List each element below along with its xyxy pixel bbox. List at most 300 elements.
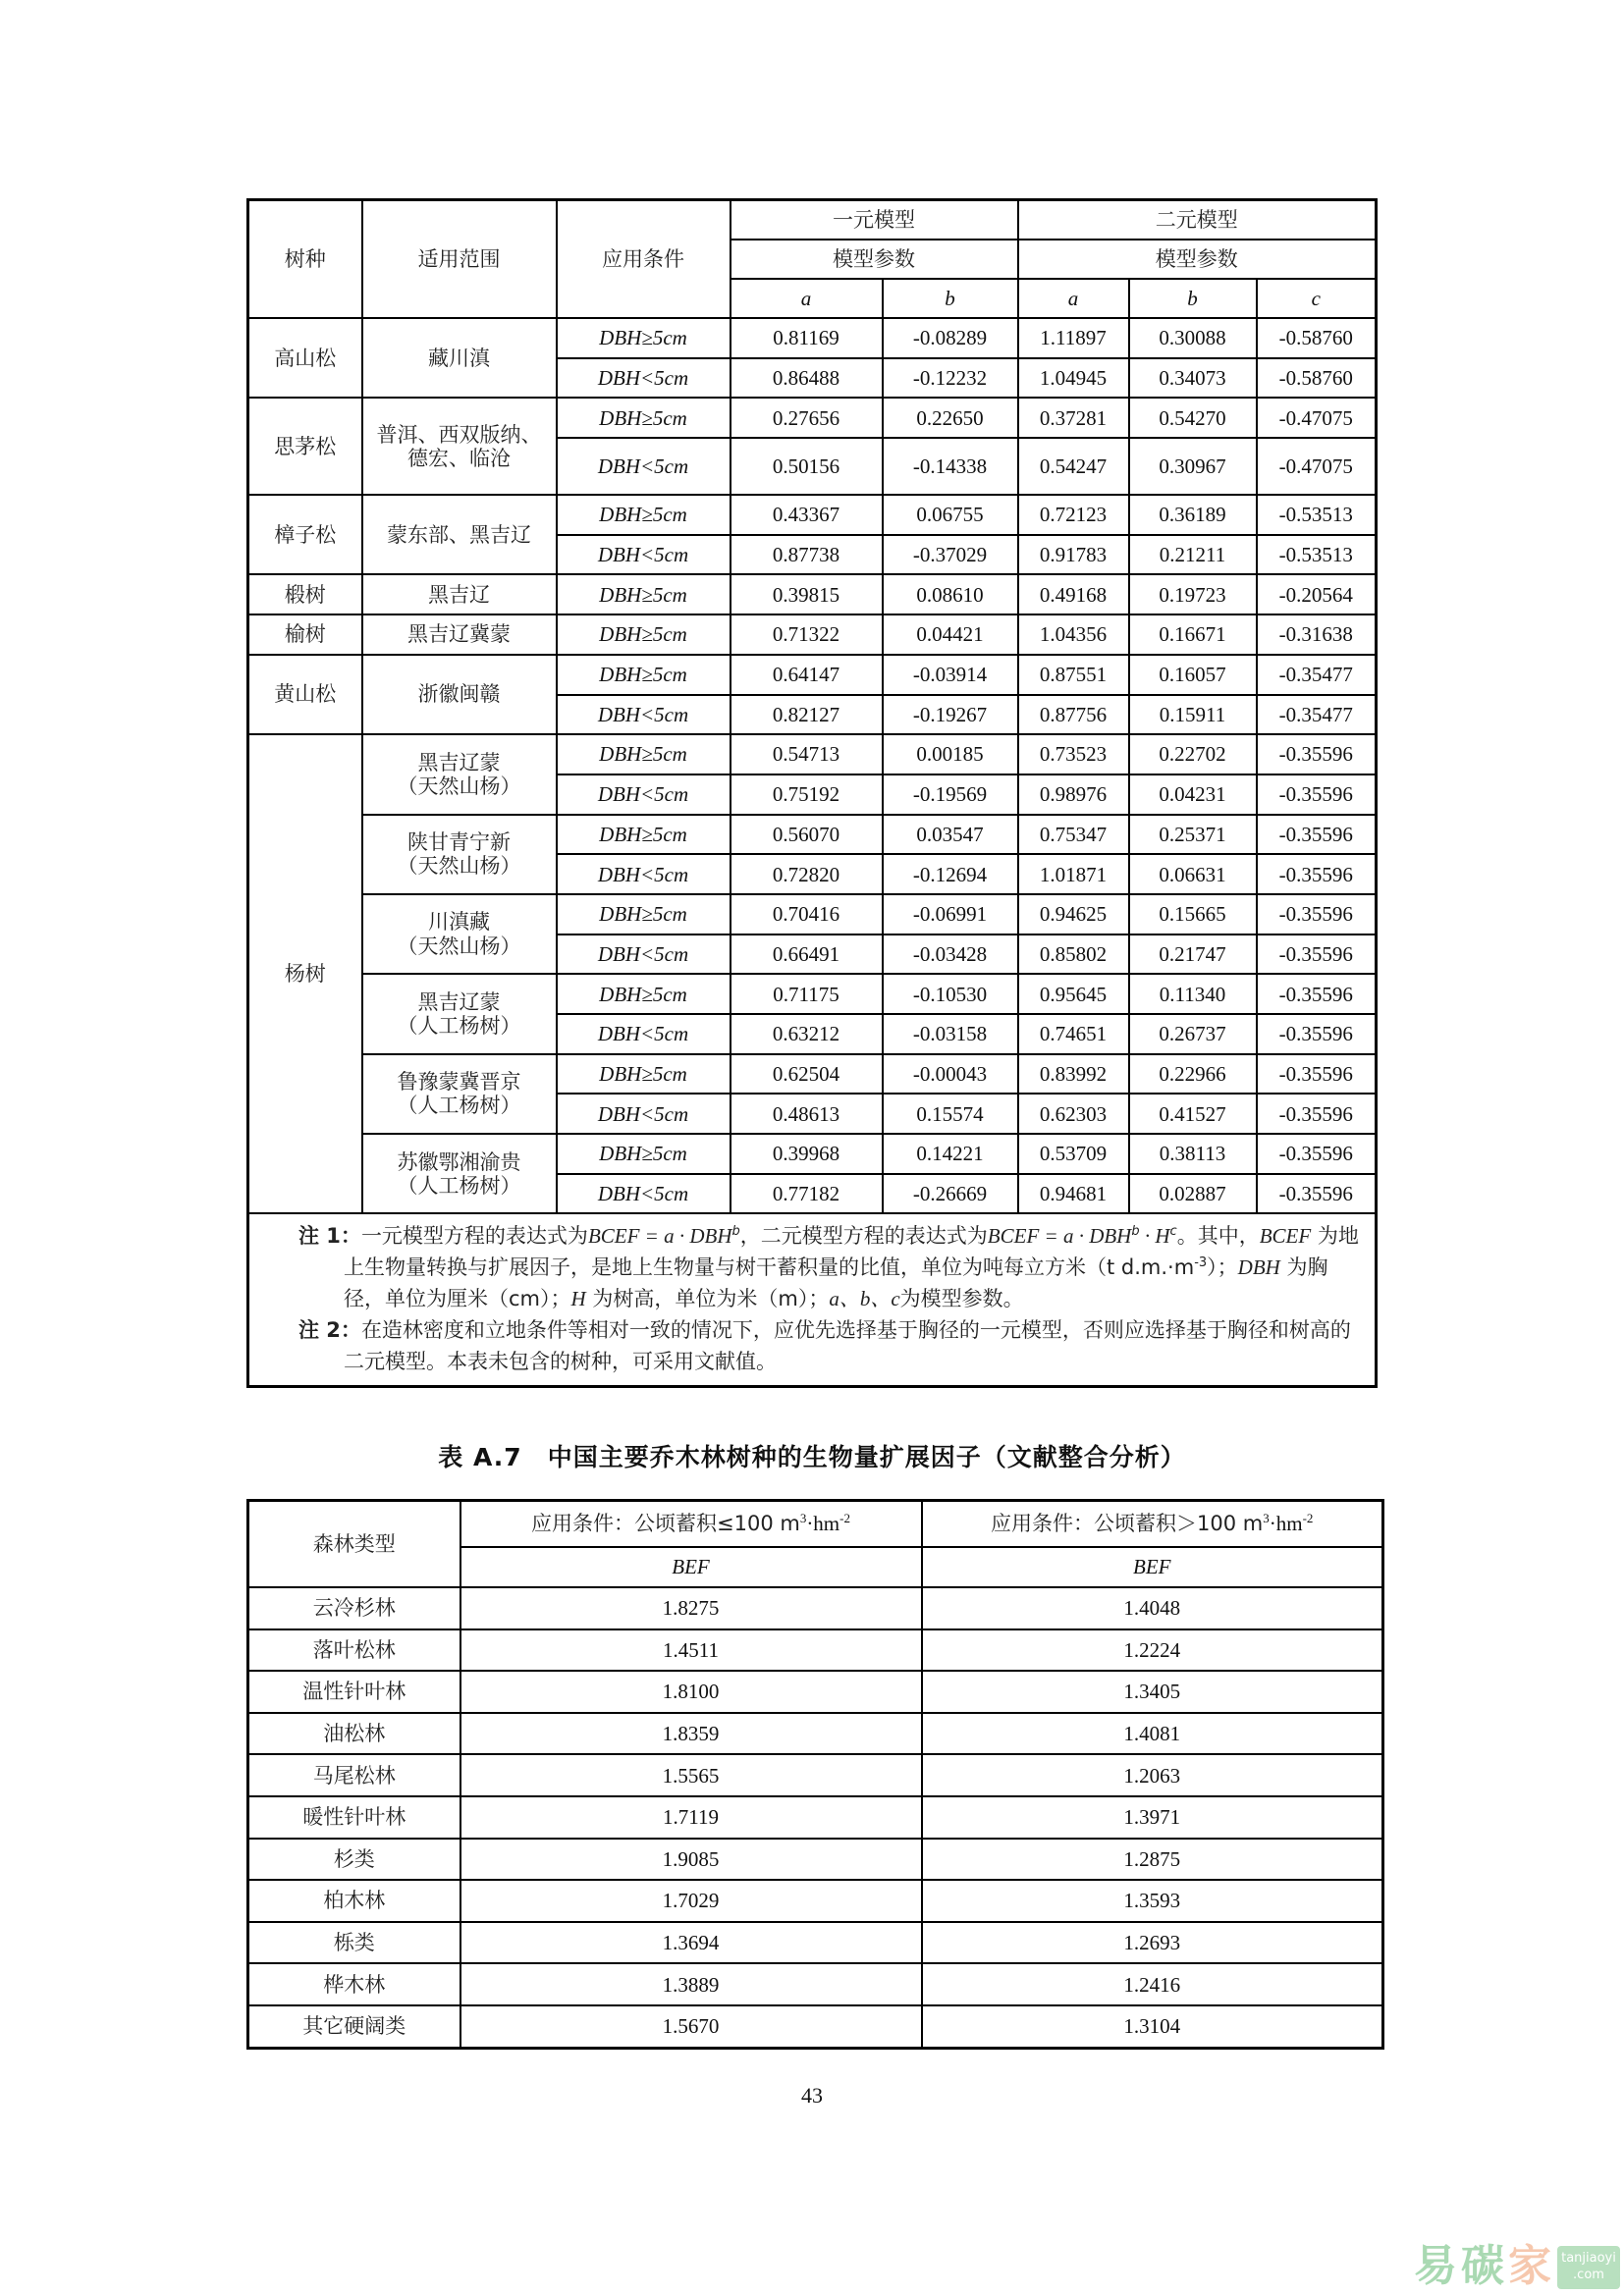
condition-text: DBH≥5cm: [599, 742, 687, 767]
table-row: [248, 1713, 1383, 1755]
value-a1: 0.86488: [731, 358, 883, 399]
table-row: [248, 1796, 1383, 1839]
bef-table: [246, 1499, 1384, 2050]
condition-cell: [557, 974, 731, 1014]
table-row: [248, 1922, 1383, 1964]
header-condition: 应用条件: [557, 200, 731, 319]
value-a2: 0.91783: [1018, 535, 1129, 575]
note-2: [298, 1314, 1365, 1377]
value-b2: 0.11340: [1129, 974, 1257, 1014]
scope-cell: 黑吉辽: [362, 574, 557, 614]
watermark-tag-line1: tanjiaoyi: [1561, 2251, 1616, 2266]
note-1-label: 注 1：: [298, 1224, 361, 1249]
forest-type-cell: 暖性针叶林: [248, 1796, 460, 1839]
condition-text: DBH<5cm: [597, 365, 689, 390]
header-two-var-model: 二元模型: [1018, 200, 1377, 240]
condition-text: DBH<5cm: [597, 782, 689, 807]
value-a2: 0.54247: [1018, 438, 1129, 495]
condition-cell: [557, 695, 731, 735]
condition-cell: [557, 734, 731, 774]
watermark-char-3: 家: [1508, 2241, 1551, 2291]
cond-high-mid: ·hm: [1269, 1512, 1303, 1536]
bef-high-cell: 1.2693: [922, 1922, 1383, 1964]
scope-cell: 藏川滇: [362, 318, 557, 398]
species-cell: 榆树: [248, 614, 362, 655]
bef-low-cell: 1.3694: [460, 1922, 922, 1964]
condition-text: DBH≥5cm: [599, 405, 687, 430]
cond-low-prefix: 应用条件：公顷蓄积≤100 m: [531, 1512, 800, 1536]
scope-cell: 普洱、西双版纳、德宏、临沧: [362, 398, 557, 495]
bef-low-cell: 1.8275: [460, 1587, 922, 1629]
scope-cell: [362, 734, 557, 814]
formula-1-exp: b: [731, 1224, 740, 1240]
value-c2: -0.58760: [1257, 318, 1377, 358]
value-a2: 0.73523: [1018, 734, 1129, 774]
value-a2: 0.94625: [1018, 894, 1129, 934]
scope-line-1: 鲁豫蒙冀晋京: [397, 1070, 521, 1095]
forest-type-cell: 油松林: [248, 1713, 460, 1755]
condition-cell: [557, 535, 731, 575]
value-b2: 0.30967: [1129, 438, 1257, 495]
condition-text: DBH≥5cm: [599, 822, 687, 846]
cond-low-sup1: 3: [799, 1511, 807, 1526]
value-c2: -0.53513: [1257, 535, 1377, 575]
table-row: [248, 1880, 1383, 1922]
value-a2: 0.95645: [1018, 974, 1129, 1014]
value-a1: 0.63212: [731, 1014, 883, 1054]
condition-cell: [557, 815, 731, 855]
bef-low-cell: 1.7119: [460, 1796, 922, 1839]
species-cell: 椴树: [248, 574, 362, 614]
formula-2-exp-c: c: [1169, 1224, 1177, 1240]
species-cell: 思茅松: [248, 398, 362, 495]
value-c2: -0.35596: [1257, 815, 1377, 855]
species-cell: 樟子松: [248, 495, 362, 574]
scope-cell: 蒙东部、黑吉辽: [362, 495, 557, 574]
value-a1: 0.87738: [731, 535, 883, 575]
value-b1: -0.10530: [883, 974, 1018, 1014]
scope-line-1: 黑吉辽蒙: [417, 750, 501, 774]
scope-line-2: （天然山杨）: [397, 854, 521, 879]
forest-type-cell: 落叶松林: [248, 1629, 460, 1672]
bef-high-cell: 1.3405: [922, 1671, 1383, 1713]
table-row: [248, 2005, 1383, 2048]
cond-low-mid: ·hm: [806, 1512, 840, 1536]
note-1-text: 为地上生物量转换与扩展因子，是地上生物量与树干蓄积量的比值，单位为吨每立方米（t d.m.·m: [344, 1224, 1359, 1280]
term-dbh: DBH: [1237, 1255, 1280, 1280]
value-a1: 0.56070: [731, 815, 883, 855]
value-b2: 0.21747: [1129, 934, 1257, 975]
value-a1: 0.62504: [731, 1054, 883, 1095]
value-b1: -0.37029: [883, 535, 1018, 575]
scope-line-2: （天然山杨）: [397, 774, 521, 798]
condition-text: DBH≥5cm: [599, 982, 687, 1006]
species-cell: 黄山松: [248, 655, 362, 734]
bef-high-cell: 1.3593: [922, 1880, 1383, 1922]
watermark-tag-line2: .com: [1573, 2268, 1604, 2282]
value-a2: 1.04945: [1018, 358, 1129, 399]
value-b2: 0.26737: [1129, 1014, 1257, 1054]
condition-cell: [557, 934, 731, 975]
header-model-params-2: 模型参数: [1018, 240, 1377, 279]
value-b1: -0.12232: [883, 358, 1018, 399]
bef-high-cell: 1.2416: [922, 1963, 1383, 2005]
condition-cell: [557, 398, 731, 438]
value-b1: 0.00185: [883, 734, 1018, 774]
value-b2: 0.06631: [1129, 854, 1257, 894]
value-c2: -0.31638: [1257, 614, 1377, 655]
condition-cell: [557, 854, 731, 894]
value-a1: 0.39968: [731, 1134, 883, 1174]
bef-low-cell: 1.8100: [460, 1671, 922, 1713]
scope-line-2: （人工杨树）: [397, 1094, 521, 1118]
table-row: [248, 894, 1377, 934]
value-b2: 0.16671: [1129, 614, 1257, 655]
value-c2: -0.35596: [1257, 1094, 1377, 1134]
bef-high-cell: 1.2063: [922, 1754, 1383, 1796]
note-1-text: ）；: [1207, 1255, 1238, 1280]
header-bef-low: BEF: [460, 1547, 922, 1587]
table-row: [248, 1629, 1383, 1672]
term-h: H: [570, 1287, 586, 1311]
value-c2: -0.35477: [1257, 655, 1377, 695]
value-a1: 0.39815: [731, 574, 883, 614]
header-c2: c: [1257, 279, 1377, 318]
value-a2: 0.74651: [1018, 1014, 1129, 1054]
bef-low-cell: 1.4511: [460, 1629, 922, 1672]
header-b1: b: [883, 279, 1018, 318]
value-b1: 0.08610: [883, 574, 1018, 614]
formula-2: BCEF = a · DBH: [987, 1224, 1132, 1249]
value-b2: 0.34073: [1129, 358, 1257, 399]
table-row: [248, 1587, 1383, 1629]
condition-text: DBH≥5cm: [599, 622, 687, 647]
value-b1: -0.19267: [883, 695, 1018, 735]
value-b2: 0.22966: [1129, 1054, 1257, 1095]
value-a2: 0.83992: [1018, 1054, 1129, 1095]
value-b1: -0.12694: [883, 854, 1018, 894]
table-row: [248, 1839, 1383, 1881]
scope-cell: 黑吉辽冀蒙: [362, 614, 557, 655]
formula-1: BCEF = a · DBH: [587, 1224, 732, 1249]
scope-line-1: 陕甘青宁新: [407, 830, 511, 855]
table-row: [248, 614, 1377, 655]
scope-cell: [362, 815, 557, 894]
condition-cell: [557, 1094, 731, 1134]
watermark-char-2: 碳: [1461, 2241, 1504, 2291]
condition-text: DBH<5cm: [597, 941, 689, 966]
value-b2: 0.38113: [1129, 1134, 1257, 1174]
note-1: [298, 1220, 1365, 1314]
value-b1: -0.14338: [883, 438, 1018, 495]
condition-cell: [557, 495, 731, 535]
value-a2: 0.85802: [1018, 934, 1129, 975]
condition-cell: [557, 574, 731, 614]
value-a1: 0.81169: [731, 318, 883, 358]
value-b2: 0.04231: [1129, 774, 1257, 815]
species-cell: 高山松: [248, 318, 362, 398]
unit-exp: -3: [1194, 1255, 1208, 1271]
value-c2: -0.35596: [1257, 894, 1377, 934]
condition-cell: [557, 1054, 731, 1095]
value-c2: -0.53513: [1257, 495, 1377, 535]
value-a2: 0.75347: [1018, 815, 1129, 855]
cond-low-sup2: -2: [839, 1511, 850, 1526]
scope-line-1: 苏徽鄂湘渝贵: [397, 1149, 521, 1174]
header-condition-low: [460, 1501, 922, 1548]
notes-row: [248, 1213, 1377, 1387]
scope-line-2: （人工杨树）: [397, 1173, 521, 1198]
table-row: [248, 398, 1377, 438]
term-bcef: BCEF: [1259, 1224, 1312, 1249]
table-row: [248, 1754, 1383, 1796]
note-1-text: ，二元模型方程的表达式为: [739, 1224, 988, 1249]
note-1-text: 一元模型方程的表达式为: [360, 1224, 588, 1249]
header-b2: b: [1129, 279, 1257, 318]
note-1-text: 。其中，: [1176, 1224, 1260, 1249]
value-c2: -0.35596: [1257, 1174, 1377, 1214]
value-a1: 0.48613: [731, 1094, 883, 1134]
bef-high-cell: 1.2875: [922, 1839, 1383, 1881]
formula-2-h: · H: [1139, 1224, 1170, 1249]
condition-text: DBH≥5cm: [599, 902, 687, 927]
value-c2: -0.35596: [1257, 734, 1377, 774]
note-2-label: 注 2：: [298, 1318, 361, 1343]
biomass-model-table: [246, 198, 1378, 1388]
bef-high-cell: 1.3104: [922, 2005, 1383, 2048]
forest-type-cell: 杉类: [248, 1839, 460, 1881]
header-model-params-1: 模型参数: [731, 240, 1018, 279]
value-a2: 0.72123: [1018, 495, 1129, 535]
condition-cell: [557, 438, 731, 495]
value-b2: 0.16057: [1129, 655, 1257, 695]
value-a1: 0.64147: [731, 655, 883, 695]
table-row: [248, 574, 1377, 614]
header-a1: a: [731, 279, 883, 318]
value-a1: 0.71322: [731, 614, 883, 655]
forest-type-cell: 马尾松林: [248, 1754, 460, 1796]
value-b1: 0.06755: [883, 495, 1018, 535]
scope-line-2: （天然山杨）: [397, 934, 521, 958]
header-bef-high: BEF: [922, 1547, 1383, 1587]
forest-type-cell: 栎类: [248, 1922, 460, 1964]
condition-text: DBH≥5cm: [599, 503, 687, 527]
note-1-text: 为树高，单位为米（m）；: [585, 1287, 830, 1311]
bef-high-cell: 1.4081: [922, 1713, 1383, 1755]
condition-cell: [557, 1174, 731, 1214]
value-b1: -0.00043: [883, 1054, 1018, 1095]
value-b2: 0.22702: [1129, 734, 1257, 774]
condition-text: DBH<5cm: [597, 1022, 689, 1046]
value-a2: 0.53709: [1018, 1134, 1129, 1174]
value-c2: -0.35596: [1257, 934, 1377, 975]
bef-low-cell: 1.5565: [460, 1754, 922, 1796]
value-a1: 0.71175: [731, 974, 883, 1014]
condition-text: DBH<5cm: [597, 1182, 689, 1206]
formula-2-exp-b: b: [1131, 1224, 1140, 1240]
bef-low-cell: 1.7029: [460, 1880, 922, 1922]
value-c2: -0.35596: [1257, 854, 1377, 894]
forest-type-cell: 柏木林: [248, 1880, 460, 1922]
table-row: [248, 1134, 1377, 1174]
value-b1: 0.03547: [883, 815, 1018, 855]
value-c2: -0.35477: [1257, 695, 1377, 735]
value-a2: 0.62303: [1018, 1094, 1129, 1134]
value-b2: 0.36189: [1129, 495, 1257, 535]
value-b1: 0.22650: [883, 398, 1018, 438]
value-c2: -0.35596: [1257, 1014, 1377, 1054]
scope-cell: [362, 894, 557, 974]
bef-high-cell: 1.3971: [922, 1796, 1383, 1839]
value-b2: 0.02887: [1129, 1174, 1257, 1214]
bef-high-cell: 1.2224: [922, 1629, 1383, 1672]
value-b1: 0.15574: [883, 1094, 1018, 1134]
condition-cell: [557, 358, 731, 399]
value-a2: 0.98976: [1018, 774, 1129, 815]
value-b1: -0.08289: [883, 318, 1018, 358]
cond-high-sup1: 3: [1263, 1511, 1270, 1526]
condition-text: DBH<5cm: [597, 543, 689, 567]
value-b1: -0.26669: [883, 1174, 1018, 1214]
value-a1: 0.70416: [731, 894, 883, 934]
condition-text: DBH≥5cm: [599, 326, 687, 350]
forest-type-cell: 温性针叶林: [248, 1671, 460, 1713]
value-c2: -0.35596: [1257, 1054, 1377, 1095]
note-1-text: 为胸径，单位为厘米（cm）；: [344, 1255, 1328, 1311]
value-a1: 0.75192: [731, 774, 883, 815]
value-b1: -0.19569: [883, 774, 1018, 815]
header-forest-type: 森林类型: [248, 1501, 460, 1588]
condition-text: DBH≥5cm: [599, 582, 687, 607]
value-a2: 1.11897: [1018, 318, 1129, 358]
note-2-text: 在造林密度和立地条件等相对一致的情况下，应优先选择基于胸径的一元模型，否则应选择基于胸径和树高的二元模型。本表未包含的树种，可采用文献值。: [344, 1318, 1351, 1374]
value-c2: -0.20564: [1257, 574, 1377, 614]
scope-cell: 浙徽闽赣: [362, 655, 557, 734]
condition-text: DBH≥5cm: [599, 1061, 687, 1086]
value-a2: 0.94681: [1018, 1174, 1129, 1214]
value-a2: 0.87756: [1018, 695, 1129, 735]
scope-cell: [362, 974, 557, 1053]
bef-low-cell: 1.3889: [460, 1963, 922, 2005]
bef-low-cell: 1.9085: [460, 1839, 922, 1881]
value-b2: 0.25371: [1129, 815, 1257, 855]
value-b2: 0.54270: [1129, 398, 1257, 438]
value-a2: 0.49168: [1018, 574, 1129, 614]
value-c2: -0.58760: [1257, 358, 1377, 399]
table-row: [248, 974, 1377, 1014]
value-b1: -0.03914: [883, 655, 1018, 695]
condition-cell: [557, 655, 731, 695]
value-b2: 0.19723: [1129, 574, 1257, 614]
bef-high-cell: 1.4048: [922, 1587, 1383, 1629]
condition-cell: [557, 318, 731, 358]
header-condition-high: [922, 1501, 1383, 1548]
note-1-text: 为模型参数。: [899, 1287, 1024, 1311]
page-number: 43: [801, 2083, 823, 2108]
condition-cell: [557, 614, 731, 655]
condition-text: DBH<5cm: [597, 1101, 689, 1126]
scope-line-2: （人工杨树）: [397, 1014, 521, 1038]
value-b1: -0.06991: [883, 894, 1018, 934]
table-row: [248, 318, 1377, 358]
header-one-var-model: 一元模型: [731, 200, 1018, 240]
table-row: [248, 655, 1377, 695]
value-a1: 0.66491: [731, 934, 883, 975]
table-row: [248, 1963, 1383, 2005]
value-b1: -0.03428: [883, 934, 1018, 975]
scope-cell: [362, 1054, 557, 1134]
watermark-char-1: 易: [1414, 2241, 1457, 2291]
value-b2: 0.15911: [1129, 695, 1257, 735]
table-row: [248, 815, 1377, 855]
value-b2: 0.30088: [1129, 318, 1257, 358]
value-b1: 0.14221: [883, 1134, 1018, 1174]
value-a1: 0.82127: [731, 695, 883, 735]
condition-text: DBH<5cm: [597, 862, 689, 886]
condition-text: DBH≥5cm: [599, 1142, 687, 1166]
table-row: [248, 495, 1377, 535]
value-c2: -0.35596: [1257, 974, 1377, 1014]
table-row: [248, 1054, 1377, 1095]
forest-type-cell: 云冷杉林: [248, 1587, 460, 1629]
table-a7-title: 表 A.7 中国主要乔木林树种的生物量扩展因子（文献整合分析）: [438, 1443, 1186, 1471]
forest-type-cell: 其它硬阔类: [248, 2005, 460, 2048]
value-b2: 0.15665: [1129, 894, 1257, 934]
value-a2: 0.37281: [1018, 398, 1129, 438]
bef-low-cell: 1.8359: [460, 1713, 922, 1755]
value-a1: 0.50156: [731, 438, 883, 495]
scope-line-1: 川滇藏: [428, 910, 490, 934]
condition-cell: [557, 774, 731, 815]
watermark-tag: [1557, 2246, 1620, 2289]
header-species: 树种: [248, 200, 362, 319]
value-c2: -0.35596: [1257, 1134, 1377, 1174]
condition-cell: [557, 1014, 731, 1054]
cond-high-prefix: 应用条件：公顷蓄积＞100 m: [991, 1512, 1264, 1536]
value-a1: 0.77182: [731, 1174, 883, 1214]
value-c2: -0.35596: [1257, 774, 1377, 815]
value-c2: -0.47075: [1257, 438, 1377, 495]
watermark-logo: [1414, 2240, 1622, 2293]
notes-cell: [248, 1213, 1377, 1387]
value-a1: 0.43367: [731, 495, 883, 535]
table-row: [248, 734, 1377, 774]
condition-cell: [557, 894, 731, 934]
scope-cell: [362, 1134, 557, 1213]
value-c2: -0.47075: [1257, 398, 1377, 438]
value-b1: 0.04421: [883, 614, 1018, 655]
condition-text: DBH<5cm: [597, 702, 689, 726]
value-b2: 0.21211: [1129, 535, 1257, 575]
species-cell: 杨树: [248, 734, 362, 1213]
bef-low-cell: 1.5670: [460, 2005, 922, 2048]
scope-line-1: 黑吉辽蒙: [417, 989, 501, 1014]
value-a1: 0.27656: [731, 398, 883, 438]
condition-text: DBH≥5cm: [599, 663, 687, 687]
value-b1: -0.03158: [883, 1014, 1018, 1054]
value-a2: 0.87551: [1018, 655, 1129, 695]
header-scope: 适用范围: [362, 200, 557, 319]
cond-high-sup2: -2: [1302, 1511, 1314, 1526]
value-a1: 0.54713: [731, 734, 883, 774]
value-a1: 0.72820: [731, 854, 883, 894]
condition-cell: [557, 1134, 731, 1174]
value-b2: 0.41527: [1129, 1094, 1257, 1134]
term-abc: a、b、c: [829, 1287, 900, 1311]
forest-type-cell: 桦木林: [248, 1963, 460, 2005]
table-row: [248, 1671, 1383, 1713]
header-a2: a: [1018, 279, 1129, 318]
